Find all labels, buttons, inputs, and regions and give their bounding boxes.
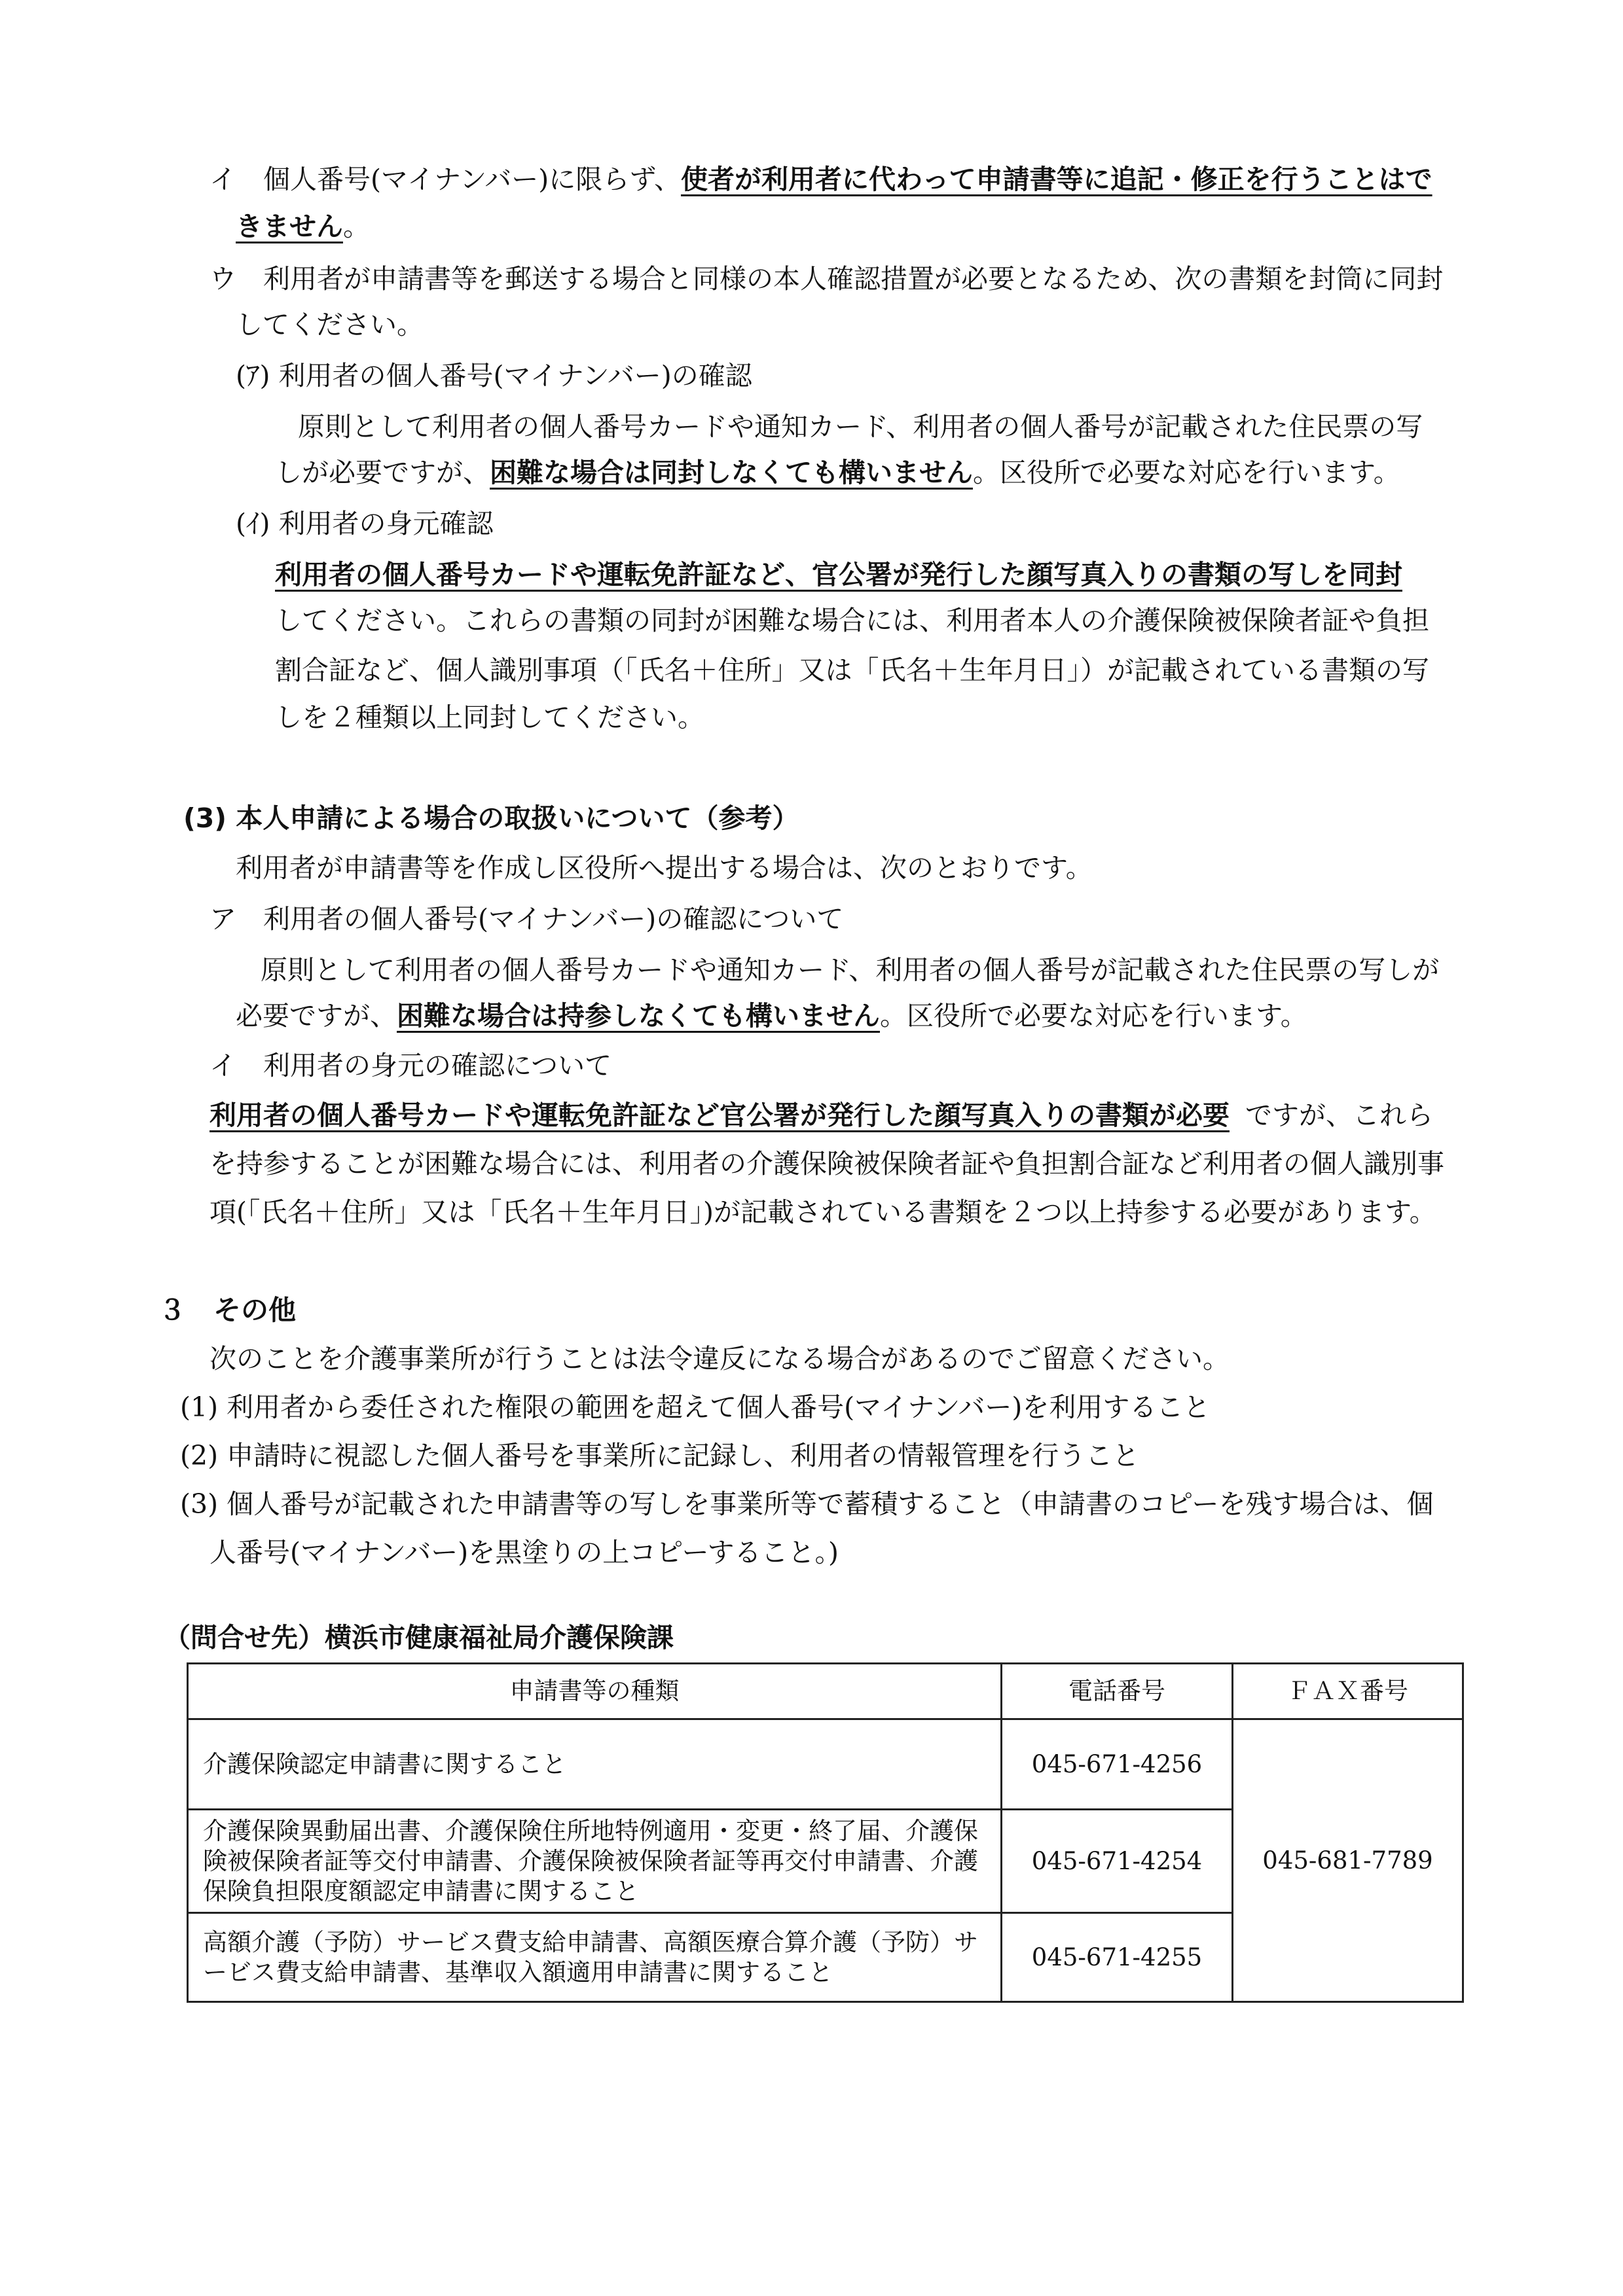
header-fax: ＦＡＸ番号 [1233,1664,1463,1719]
section-3-a-text: 必要ですが、 [236,1000,397,1031]
table-row [188,1719,1463,1810]
item-u-line2: してください。 [236,309,424,340]
section-3-i-text-post: ですが、これら [1245,1100,1433,1131]
contact-table [187,1662,1464,2003]
item-i-text: イ 個人番号(マイナンバー)に限らず、 [210,164,681,195]
row-tel: 045-671-4256 [1002,1719,1233,1810]
item-i-period: 。 [343,211,370,242]
item-i-line2 [236,208,370,245]
row-type: 介護保険認定申請書に関すること [188,1719,1002,1810]
item-u-b-title: (ｲ) 利用者の身元確認 [236,508,494,539]
fax-number: 045-681-7789 [1233,1719,1463,2002]
section-3-i-title: イ 利用者の身元の確認について [210,1050,612,1081]
item-i-underlined-cont: きません [236,211,343,242]
section-3-i-line2: を持参することが困難な場合には、利用者の介護保険被保険者証や負担割合証など利用者の個人識別事 [210,1148,1444,1179]
section-3-title: (3) 本人申請による場合の取扱いについて（参考） [183,802,799,834]
row-type: 介護保険異動届出書、介護保険住所地特例適用・変更・終了届、介護保険被保険者証等交付申請書、介護保険被保険者証等再交付申請書、介護保険負担限度額認定申請書に関すること [188,1810,1002,1913]
item-u-b-line4: しを２種類以上同封してください。 [275,702,704,733]
section-3-a-text-post: 。区役所で必要な対応を行います。 [880,1000,1307,1031]
section-3-i-underlined: 利用者の個人番号カードや運転免許証など官公署が発行した顔写真入りの書類が必要 [210,1100,1230,1131]
header-tel: 電話番号 [1002,1664,1233,1719]
section-other-item3-line1: (3) 個人番号が記載された申請書等の写しを事業所等で蓄積すること（申請書のコピーを残す場合は、個 [180,1488,1434,1520]
item-u-b-underlined: 利用者の個人番号カードや運転免許証など、官公署が発行した顔写真入りの書類の写しを同封 [275,559,1402,590]
section-3-a-line1: 原則として利用者の個人番号カードや通知カード、利用者の個人番号が記載された住民票の写しが [261,954,1440,986]
item-u-a-text-post: 。区役所で必要な対応を行います。 [973,457,1400,488]
item-i-line1 [210,161,1432,198]
item-u-b-line2: してください。これらの書類の同封が困難な場合には、利用者本人の介護保険被保険者証や負担 [275,605,1429,636]
item-u-a-text: しが必要ですが、 [275,457,490,488]
section-3-intro: 利用者が申請書等を作成し区役所へ提出する場合は、次のとおりです。 [236,852,1093,884]
item-u-a-line1: 原則として利用者の個人番号カードや通知カード、利用者の個人番号が記載された住民票の写 [298,411,1423,442]
section-3-a-title: ア 利用者の個人番号(マイナンバー)の確認について [210,903,844,935]
section-other-heading: ３ その他 [158,1294,297,1326]
contact-heading: （問合せ先）横浜市健康福祉局介護保険課 [164,1622,674,1653]
row-type: 高額介護（予防）サービス費支給申請書、高額医療合算介護（予防）サービス費支給申請書、基準収入額適用申請書に関すること [188,1913,1002,2002]
section-other-item3-line2: 人番号(マイナンバー)を黒塗りの上コピーすること。) [210,1537,839,1568]
section-other-item1: (1) 利用者から委任された権限の範囲を超えて個人番号(マイナンバー)を利用すること [180,1391,1211,1423]
item-u-a-line2 [275,454,1400,491]
row-tel: 045-671-4254 [1002,1810,1233,1913]
row-tel: 045-671-4255 [1002,1913,1233,2002]
item-i-underlined: 使者が利用者に代わって申請書等に追記・修正を行うことはで [680,164,1432,195]
section-3-i-line3: 項(「氏名＋住所」又は「氏名＋生年月日」)が記載されている書類を２つ以上持参する必要があります。 [210,1196,1436,1228]
section-3-a-line2 [236,997,1307,1034]
item-u-b-line1 [275,556,1402,593]
section-other-item2: (2) 申請時に視認した個人番号を事業所に記録し、利用者の情報管理を行うこと [180,1440,1140,1471]
section-other-intro: 次のことを介護事業所が行うことは法令違反になる場合があるのでご留意ください。 [210,1343,1230,1374]
item-u-line1: ウ 利用者が申請書等を郵送する場合と同様の本人確認措置が必要となるため、次の書類を封筒に同封 [210,263,1444,295]
item-u-a-title: (ｱ) 利用者の個人番号(マイナンバー)の確認 [236,360,752,391]
header-type: 申請書等の種類 [188,1664,1002,1719]
table-header-row [188,1664,1463,1719]
section-3-i-line1 [210,1097,1433,1134]
section-3-a-underlined: 困難な場合は持参しなくても構いません [397,1000,880,1031]
item-u-a-underlined: 困難な場合は同封しなくても構いません [490,457,973,488]
item-u-b-line3: 割合証など、個人識別事項（「氏名＋住所」又は「氏名＋生年月日」）が記載されている書類の写 [275,655,1429,686]
